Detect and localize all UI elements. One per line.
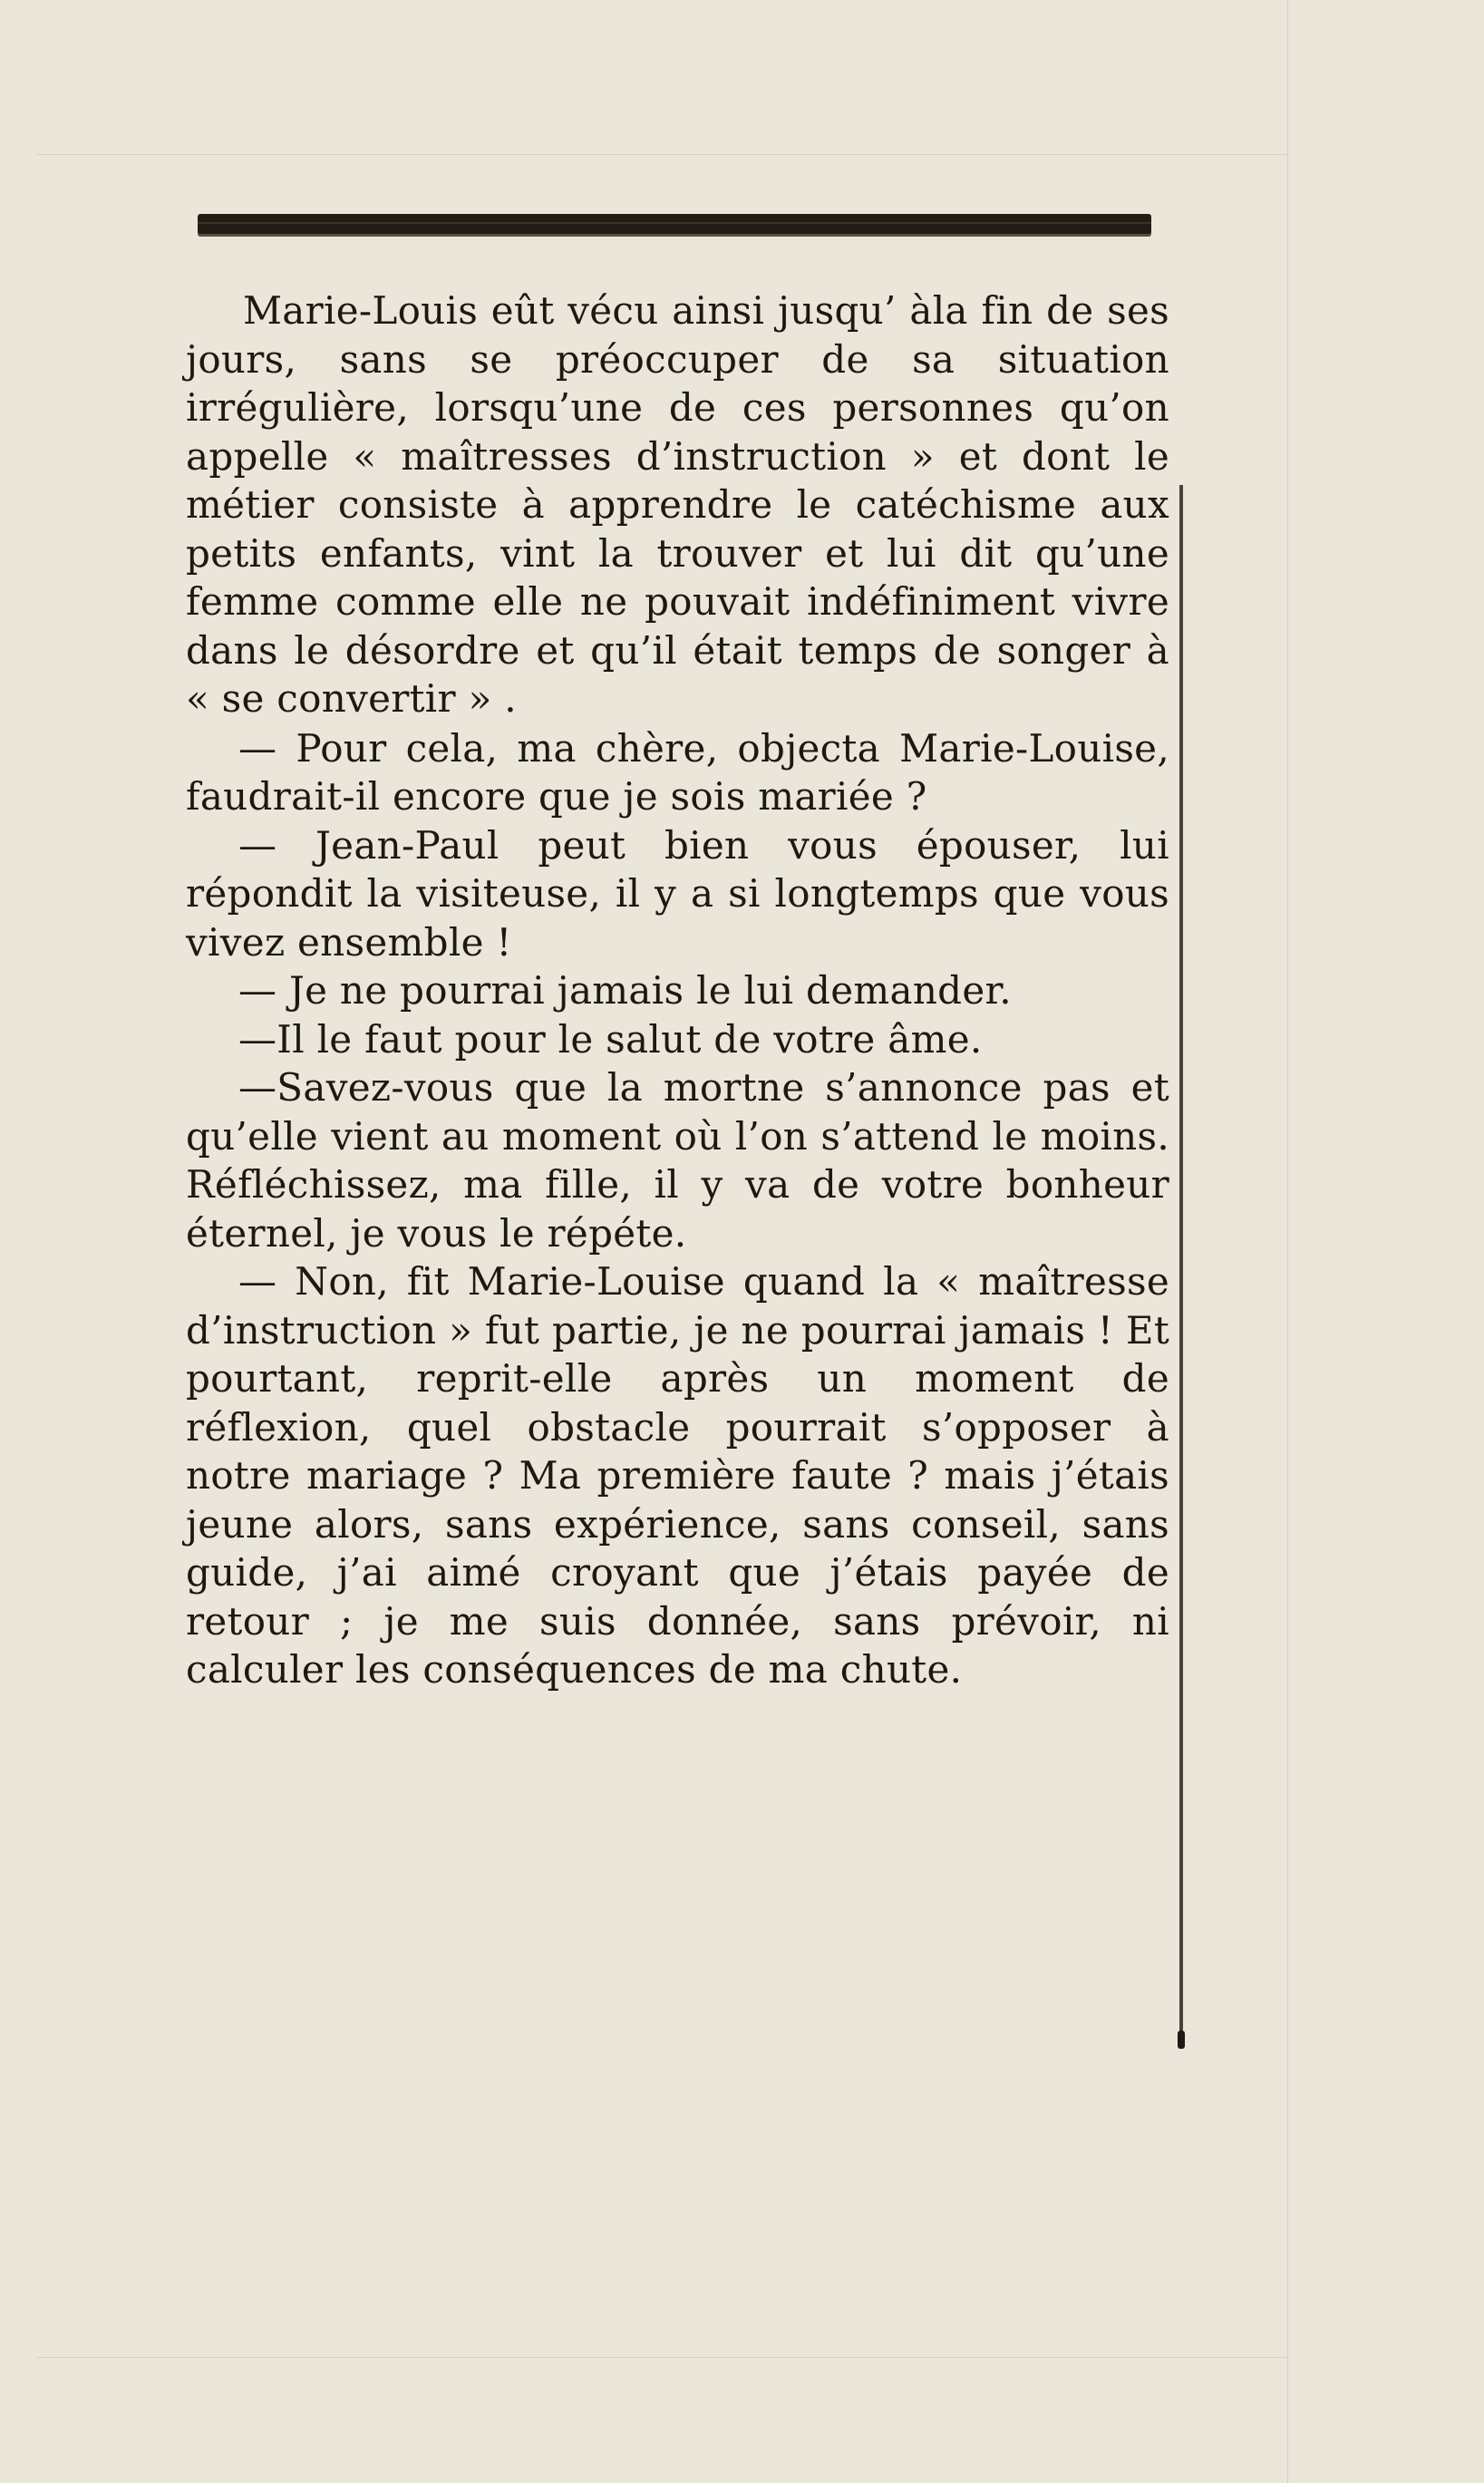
column-top-rule — [198, 214, 1151, 234]
column-right-border — [1179, 272, 1183, 2049]
article-column — [186, 286, 1169, 1694]
paragraph-4: — Je ne pourrai jamais le lui demander. — [238, 968, 1012, 1013]
paragraph-3: — Jean-Paul peut bien vous épouser, lui répondit la visiteuse, il y a si longtemps que vous vivez ensemble ! — [186, 822, 1169, 965]
paragraph-2: — Pour cela, ma chère, objecta Marie-Louise, faudrait-il encore que je sois mariée ? — [186, 725, 1169, 819]
ledger-line — [36, 2357, 1287, 2358]
page-edge — [1287, 0, 1288, 2483]
paragraph-1: Marie-Louis eût vécu ainsi jusqu’ àla fin de ses jours, sans se préoccuper de sa situation irrégulière, lorsqu’une de ces personnes qu’on appelle « maîtresses d’instruction » et dont le métier consiste à apprendre le catéchisme aux petits enfants, vint la trouver et lui dit qu’une femme comme elle ne pouvait indéfiniment vivre dans le désordre et qu’il était temps de songer à « se convertir » . — [186, 288, 1169, 721]
paragraph-5: —Il le faut pour le salut de votre âme. — [238, 1016, 983, 1062]
ledger-line — [36, 154, 1287, 155]
paragraph-6: —Savez-vous que la mortne s’annonce pas et qu’elle vient au moment où l’on s’attend le moins. Réfléchissez, ma fille, il y va de votre bonheur éternel, je vous le répéte. — [186, 1065, 1169, 1256]
paragraph-7: — Non, fit Marie-Louise quand la « maîtresse d’instruction » fut partie, je ne pourrai jamais ! Et pourtant, reprit-elle après un moment de réflexion, quel obstacle pourrait s’opposer à notre mariage ? Ma première faute ? mais j’étais jeune alors, sans expérience, sans conseil, sans guide, j’ai aimé croyant que j’étais payée de retour ; je me suis donnée, sans prévoir, ni calculer les conséquences de ma chute. — [186, 1259, 1169, 1692]
